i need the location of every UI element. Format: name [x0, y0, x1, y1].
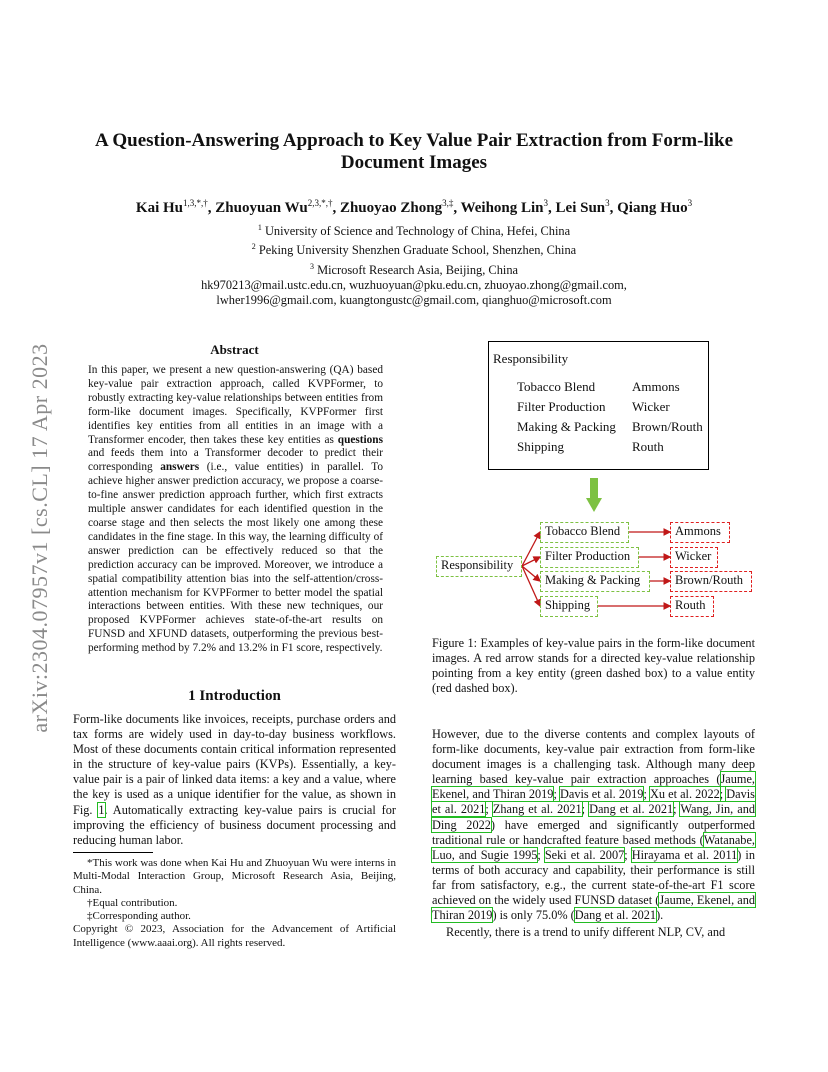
- author: Zhuoyuan $Wu^{2,3,*,\dagger}$: [215, 198, 333, 216]
- value-entity-box: Ammons: [670, 522, 730, 543]
- form-key: Making & Packing: [517, 419, 616, 434]
- footnote: ‡Corresponding author.: [87, 910, 191, 923]
- citation-link[interactable]: Dang et al. 2021: [574, 908, 657, 923]
- copyright-notice: Copyright © 2023, Association for the Advancement of Artificial Intelligence (www.aaai.org). All rights reserved.: [73, 923, 396, 949]
- form-header: Responsibility: [493, 351, 569, 366]
- key-entity-box: Responsibility: [436, 556, 522, 577]
- citation-link[interactable]: Jaume, Ekenel, and Thiran 2019: [432, 772, 755, 802]
- form-value: Ammons: [632, 379, 680, 394]
- footnote: †Equal contribution.: [87, 896, 178, 909]
- citation-link[interactable]: Hirayama et al. 2011: [631, 847, 738, 862]
- key-entity-box: Tobacco Blend: [540, 522, 629, 543]
- value-entity-box: Wicker: [670, 547, 718, 568]
- arxiv-id: arXiv:2304.07957v1 [cs.CL] 17 Apr 2023: [27, 343, 52, 733]
- abstract-body: In this paper, we present a new question-answering (QA) based key-value pair extraction approach, called KVPFormer, to robustly extracting key-value relationships between entities from form-like document images. Specifically, KVPFormer first identifies key entities from all entities in an image with a Transformer encoder, then takes these key entities as questions and feeds them into a Transformer decoder to predict their corresponding answers (i.e., value entities) in parallel. To achieve higher answer prediction accuracy, we propose a coarse-to-fine answer prediction approach further, which first extracts multiple answer candidates for each identified question in the coarse stage and then selects the most likely one among these candidates in the fine stage. In this way, the learning difficulty of answer prediction can be effectively reduced so that the prediction accuracy can be improved. Moreover, we introduce a spatial compatibility attention bias into the self-attention/cross-attention mechanism for KVPFormer to better model the spatial interactions between entities. With these new techniques, our proposed KVPFormer achieves state-of-the-art results on FUNSD and XFUND datasets, outperforming the previous best-performing method by 7.2% and 13.2% in F1 score, respectively.: [88, 364, 383, 655]
- affiliation: $^2$ Peking University Shenzhen Graduate School, Shenzhen, China: [251, 242, 577, 258]
- citation-link[interactable]: Zhang et al. 2021: [492, 802, 582, 817]
- footnote-divider: [73, 852, 153, 853]
- email-line: hk970213@mail.ustc.edu.cn, wuzhuoyuan@pku.edu.cn, zhuoyao.zhong@gmail.com,: [201, 277, 627, 292]
- key-entity-box: Shipping: [540, 596, 598, 617]
- footnotes: [73, 857, 396, 950]
- citation-link[interactable]: Xu et al. 2022: [649, 787, 720, 802]
- author-list: Kai $Hu^{1,3,*,\dagger}$, Zhuoyuan $Wu^{2,3,*,\dagger}$, Zhuoyao Zhong$^{3,\ddagger}$, Weihong Lin$^3$, Lei Sun$^3$, Qiang Huo$^3$: [135, 198, 693, 216]
- form-value: Routh: [632, 439, 664, 454]
- footnote: *This work was done when Kai Hu and Zhuoyuan Wu were interns in Multi-Modal Interaction Group, Microsoft Research Asia, Beijing, China.: [73, 857, 396, 896]
- form-key: Filter Production: [517, 399, 606, 414]
- citation-link[interactable]: Watanabe, Luo, and Sugie 1995: [432, 832, 755, 862]
- key-entity-box: Filter Production: [540, 547, 639, 568]
- paragraph: Recently, there is a trend to unify different NLP, CV, and: [446, 925, 726, 940]
- author: Zhuoyao Zhong$^{3,\ddagger}$: [339, 198, 454, 216]
- paper-title: A Question-Answering Approach to Key Value Pair Extraction from Form-like Document Images: [94, 130, 734, 173]
- form-key: Shipping: [517, 439, 564, 454]
- value-entity-box: Routh: [670, 596, 714, 617]
- affiliations: [100, 220, 728, 308]
- citation-link[interactable]: Jaume, Ekenel, and Thiran 2019: [432, 893, 755, 923]
- form-example-box: [488, 341, 709, 470]
- right-column-text: [432, 727, 755, 940]
- form-value: Wicker: [632, 399, 670, 414]
- citation-link[interactable]: Seki et al. 2007: [544, 847, 625, 862]
- form-value: Brown/Routh: [632, 419, 703, 434]
- key-entity-box: Making & Packing: [540, 571, 650, 592]
- author: Weihong Lin$^3$: [460, 198, 549, 216]
- abstract-heading: Abstract: [210, 342, 259, 357]
- email-line: lwher1996@gmail.com, kuangtongustc@gmail.com, qianghuo@microsoft.com: [216, 293, 612, 308]
- intro-paragraph: Form-like documents like invoices, receipts, purchase orders and tax forms are widely used in day-to-day business workflows. Most of these documents contain critical information represented in the structure of key-value pairs (KVPs). Essentially, a key-value pair is a pair of linked data items: a key and a value, where the key is used as a unique identifier for the value, as shown in Fig. 1. Automatically extracting key-value pairs is crucial for improving the efficiency of business document processing and reducing human labor.: [73, 712, 396, 847]
- paragraph: However, due to the diverse contents and complex layouts of form-like documents, key-value pair extraction from form-like document images is a challenging task. Although many deep learning based key-value pair extraction approaches (Jaume, Ekenel, and Thiran 2019; Davis et al. 2019; Xu et al. 2022; Davis et al. 2021; Zhang et al. 2021; Dang et al. 2021; Wang, Jin, and Ding 2022) have emerged and significantly outperformed traditional rule or handcrafted feature based methods (Watanabe, Luo, and Sugie 1995; Seki et al. 2007; Hirayama et al. 2011) in terms of both accuracy and capability, their performance is still far from satisfactory, e.g., the current state-of-the-art F1 score achieved on the widely used FUNSD dataset (Jaume, Ekenel, and Thiran 2019) is only 75.0% (Dang et al. 2021).: [432, 727, 755, 923]
- citation-link[interactable]: Davis et al. 2021: [432, 787, 755, 817]
- citation-link[interactable]: Davis et al. 2019: [559, 787, 644, 802]
- author: Qiang Huo$^3$: [617, 198, 693, 216]
- citation-link[interactable]: Dang et al. 2021: [589, 802, 674, 817]
- section-heading-introduction: 1 Introduction: [188, 688, 281, 704]
- affiliation: $^3$ Microsoft Research Asia, Beijing, China: [309, 261, 519, 277]
- form-key: Tobacco Blend: [517, 379, 596, 394]
- affiliation: $^1$ University of Science and Technology of China, Hefei, China: [257, 223, 571, 239]
- author: Kai $Hu^{1,3,*,\dagger}$: [135, 198, 208, 216]
- author: Lei Sun$^3$: [555, 198, 610, 216]
- figure-ref-link[interactable]: 1: [98, 802, 105, 817]
- figure-caption: Figure 1: Examples of key-value pairs in the form-like document images. A red arrow stands for a directed key-value relationship pointing from a key entity (green dashed box) to a value entity (red dashed box).: [432, 636, 755, 696]
- kvp-graph: [430, 474, 760, 624]
- value-entity-box: Brown/Routh: [670, 571, 752, 592]
- citation-link[interactable]: Wang, Jin, and Ding 2022: [432, 802, 755, 832]
